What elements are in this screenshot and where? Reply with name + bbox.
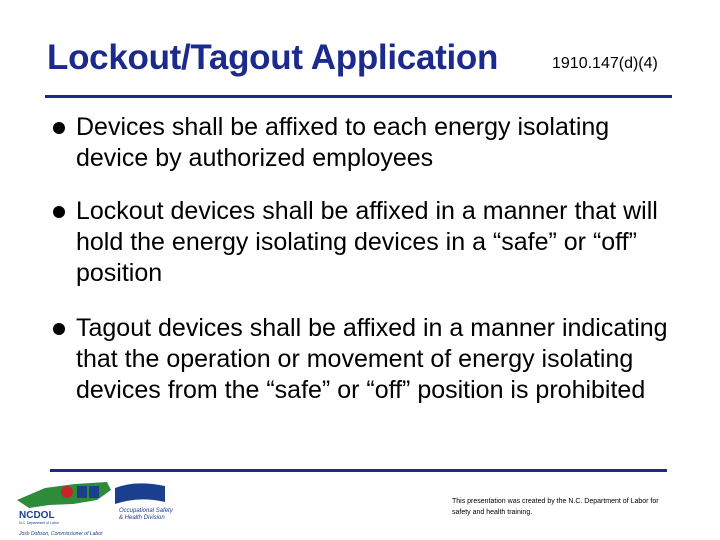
logo-emblem-blue-2 xyxy=(89,486,99,498)
bullet-text: Lockout devices shall be affixed in a manner that will hold the energy isolating devices in a “safe” or “off” position xyxy=(76,197,658,287)
bullet-dot-icon xyxy=(53,122,65,134)
logo-agency: N.C. Department of Labor xyxy=(19,521,60,525)
slide-title: Lockout/Tagout Application xyxy=(47,38,499,77)
logo-emblem-red xyxy=(61,486,73,498)
logo-division-line1: Occupational Safety xyxy=(119,508,173,514)
footer-divider xyxy=(50,469,667,472)
bullet-text: Devices shall be affixed to each energy isolating device by authorized employees xyxy=(76,113,610,172)
osh-swoosh xyxy=(115,483,165,504)
logo-division-line2: & Health Division xyxy=(119,515,165,521)
title-divider xyxy=(45,95,672,98)
bullet-text: Tagout devices shall be affixed in a manner indicating that the operation or movement of energy isolating devices from the “safe” or “off” position is prohibited xyxy=(76,314,668,404)
ncdol-logo xyxy=(15,478,190,538)
bullet-dot-icon xyxy=(53,206,65,218)
logo-commissioner: Josh Dobson, Commissioner of Labor xyxy=(19,531,103,537)
logo-abbrev: NCDOL xyxy=(19,510,55,521)
regulation-reference: 1910.147(d)(4) xyxy=(552,55,658,72)
bullet-dot-icon xyxy=(53,323,65,335)
credit-note: This presentation was created by the N.C. Department of Labor for safety and health training. xyxy=(452,498,659,516)
logo-emblem-blue xyxy=(77,486,87,498)
